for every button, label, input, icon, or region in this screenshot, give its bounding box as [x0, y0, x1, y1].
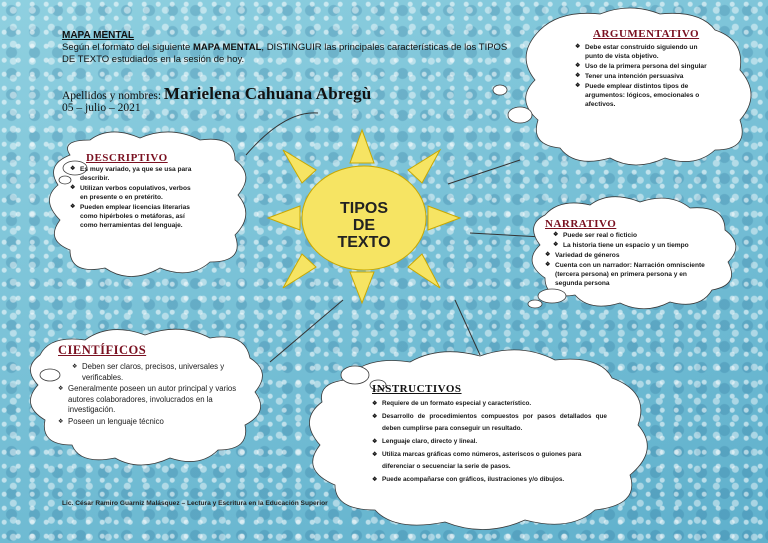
student-name-line [62, 84, 371, 104]
sun-ray-left [268, 206, 300, 230]
list-item: ❖ Generalmente poseen un autor principal y varios autores colaboradores, involucrados en la investigación. [58, 384, 243, 416]
header-instruction-bold: MAPA MENTAL [192, 42, 262, 53]
instructivos-list [372, 398, 607, 486]
list-item: ❖ Debe estar construido siguiendo un punto de vista objetivo. [575, 43, 715, 61]
argumentativo-section [575, 28, 715, 110]
bubble-nar-1 [538, 289, 566, 303]
descriptivo-list [70, 165, 200, 230]
student-name: Marielena Cahuana Abregù [163, 84, 372, 103]
list-item: ❖ Utilizan verbos copulativos, verbos en presente o en pretérito. [70, 184, 200, 202]
argumentativo-title: ARGUMENTATIVO [593, 28, 700, 40]
argumentativo-list [575, 43, 715, 109]
descriptivo-title: DESCRIPTIVO [86, 152, 168, 164]
narrativo-title: NARRATIVO [545, 218, 617, 230]
header-instruction: Según el formato del siguiente MAPA MENTAL, DISTINGUIR las principales características de los TIPOS DE TEXTO estudiados en la sesión de hoy. [62, 42, 508, 65]
bubble-nar-2 [528, 300, 542, 308]
cientificos-title: CIENTÍFICOS [58, 343, 147, 357]
narrativo-list [545, 231, 710, 288]
list-item: ❖ Puede ser real o ficticio [553, 231, 710, 240]
bubble-arg-1 [508, 107, 532, 123]
list-item: ❖ La historia tiene un espacio y un tiempo [553, 241, 710, 250]
sun-ray-bottom-right [408, 254, 440, 288]
cientificos-list [58, 362, 243, 427]
list-item: ❖ Cuenta con un narrador: Narración omnisciente (tercera persona) en primera persona y en segunda persona [545, 261, 710, 288]
sun-ray-top-left [283, 150, 316, 183]
instructivos-title: INSTRUCTIVOS [372, 383, 462, 395]
bubble-ins-1 [341, 366, 369, 384]
list-item: ❖ Puede emplear distintos tipos de argumentos: lógicos, emocionales o afectivos. [575, 82, 715, 109]
list-item: ❖ Lenguaje claro, directo y lineal. [372, 436, 607, 448]
list-item: ❖ Puede acompañarse con gráficos, ilustraciones y/o dibujos. [372, 474, 607, 486]
list-item: ❖ Es muy variado, ya que se usa para describir. [70, 165, 200, 183]
sun-ray-bottom [350, 272, 374, 303]
footer-credit: Lic. César Ramiro Guarniz Malásquez – Lectura y Escritura en la Educación Superior [62, 500, 328, 507]
date: 05 – julio – 2021 [62, 102, 141, 114]
connector-argumentativo [448, 160, 520, 184]
list-item: ❖ Pueden emplear licencias literarias como hipérboles o metáforas, así como herramientas del lenguaje. [70, 203, 200, 230]
header-block [62, 30, 512, 66]
list-item: ❖ Variedad de géneros [545, 251, 710, 260]
names-label: Apellidos y nombres: [62, 90, 162, 102]
sun-ray-bottom-left [283, 254, 316, 288]
narrativo-section [545, 218, 710, 289]
descriptivo-section [70, 152, 200, 231]
connector-descriptivo [246, 113, 318, 155]
connector-cientificos [270, 300, 343, 362]
center-title: TIPOS DE TEXTO [337, 200, 391, 251]
bubble-cie-1 [40, 369, 60, 381]
header-title: MAPA MENTAL [62, 30, 135, 41]
bubble-arg-2 [493, 85, 507, 95]
list-item: ❖ Desarrollo de procedimientos compuestos por pasos detallados que deben cumplirse para conseguir un resultado. [372, 411, 607, 435]
list-item: ❖ Requiere de un formato especial y característico. [372, 398, 607, 410]
list-item: ❖ Deben ser claros, precisos, universales y verificables. [72, 362, 243, 383]
sun-ray-top [350, 130, 374, 163]
connector-instructivos [455, 300, 480, 355]
list-item: ❖ Utiliza marcas gráficas como números, asteriscos o guiones para diferenciar o secuenciar la serie de pasos. [372, 449, 607, 473]
instructivos-section [372, 383, 607, 487]
list-item: ❖ Tener una intención persuasiva [575, 72, 715, 81]
list-item: ❖ Poseen un lenguaje técnico [58, 417, 243, 428]
sun-ray-top-right [408, 150, 440, 183]
sun-ray-right [428, 206, 460, 230]
list-item: ❖ Uso de la primera persona del singular [575, 62, 715, 71]
cientificos-section [58, 343, 243, 428]
